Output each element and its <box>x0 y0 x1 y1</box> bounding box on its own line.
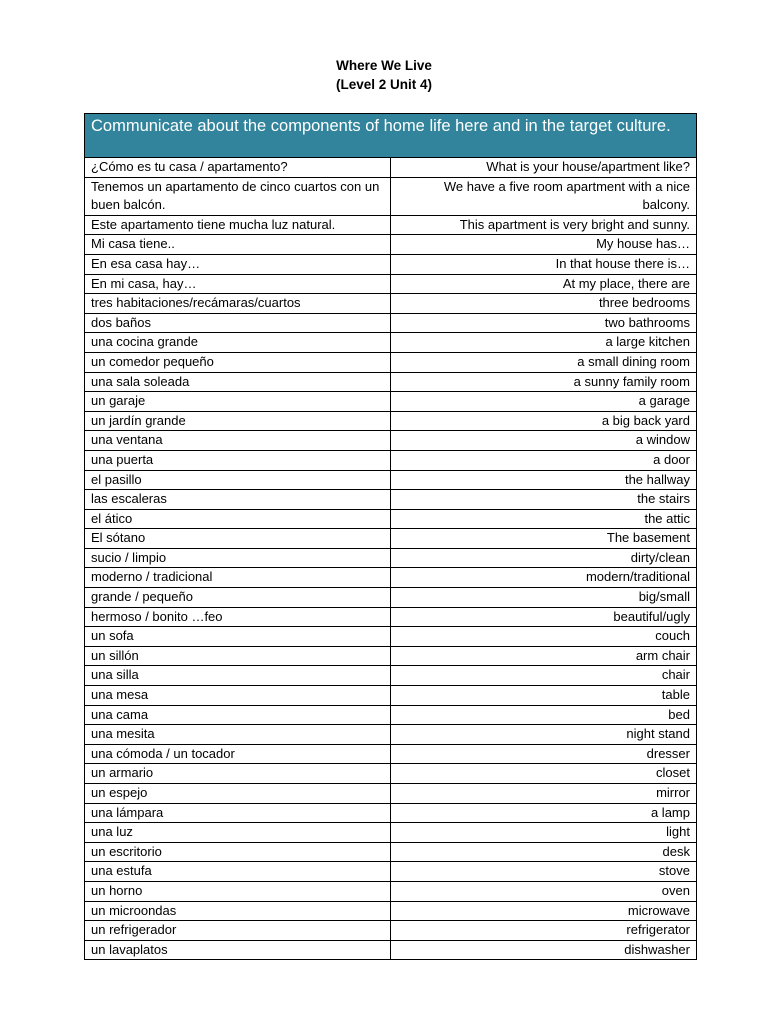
spanish-term: El sótano <box>85 529 391 549</box>
spanish-term: una mesita <box>85 725 391 745</box>
spanish-term: un armario <box>85 764 391 784</box>
table-row <box>85 548 697 568</box>
english-translation: dirty/clean <box>391 548 697 568</box>
table-row <box>85 881 697 901</box>
table-row <box>85 666 697 686</box>
table-row <box>85 254 697 274</box>
table-row <box>85 470 697 490</box>
spanish-term: una estufa <box>85 862 391 882</box>
spanish-term: una puerta <box>85 450 391 470</box>
english-translation: desk <box>391 842 697 862</box>
table-row <box>85 764 697 784</box>
english-translation: a sunny family room <box>391 372 697 392</box>
table-row <box>85 215 697 235</box>
table-row <box>85 490 697 510</box>
english-translation: light <box>391 823 697 843</box>
table-row <box>85 862 697 882</box>
spanish-term: un sofa <box>85 627 391 647</box>
spanish-term: un refrigerador <box>85 921 391 941</box>
spanish-term: ¿Cómo es tu casa / apartamento? <box>85 158 391 178</box>
table-header: Communicate about the components of home life here and in the target culture. <box>85 114 697 158</box>
english-translation: This apartment is very bright and sunny. <box>391 215 697 235</box>
english-translation: a big back yard <box>391 411 697 431</box>
spanish-term: una silla <box>85 666 391 686</box>
spanish-term: sucio / limpio <box>85 548 391 568</box>
english-translation: big/small <box>391 588 697 608</box>
spanish-term: un escritorio <box>85 842 391 862</box>
english-translation: microwave <box>391 901 697 921</box>
table-row <box>85 392 697 412</box>
table-row <box>85 784 697 804</box>
spanish-term: una luz <box>85 823 391 843</box>
spanish-term: un horno <box>85 881 391 901</box>
spanish-term: una ventana <box>85 431 391 451</box>
spanish-term: un comedor pequeño <box>85 352 391 372</box>
spanish-term: dos baños <box>85 313 391 333</box>
table-row <box>85 940 697 960</box>
spanish-term: un garaje <box>85 392 391 412</box>
english-translation: oven <box>391 881 697 901</box>
english-translation: the hallway <box>391 470 697 490</box>
english-translation: We have a five room apartment with a nice balcony. <box>391 177 697 215</box>
english-translation: the attic <box>391 509 697 529</box>
table-row <box>85 235 697 255</box>
spanish-term: una cocina grande <box>85 333 391 353</box>
english-translation: a lamp <box>391 803 697 823</box>
english-translation: refrigerator <box>391 921 697 941</box>
spanish-term: En mi casa, hay… <box>85 274 391 294</box>
table-row <box>85 901 697 921</box>
english-translation: The basement <box>391 529 697 549</box>
title-line-1: Where We Live <box>336 58 432 73</box>
spanish-term: el pasillo <box>85 470 391 490</box>
spanish-term: un jardín grande <box>85 411 391 431</box>
table-row <box>85 372 697 392</box>
spanish-term: Mi casa tiene.. <box>85 235 391 255</box>
english-translation: three bedrooms <box>391 294 697 314</box>
spanish-term: grande / pequeño <box>85 588 391 608</box>
table-row <box>85 588 697 608</box>
table-row <box>85 333 697 353</box>
english-translation: closet <box>391 764 697 784</box>
spanish-term: un sillón <box>85 646 391 666</box>
spanish-term: una cama <box>85 705 391 725</box>
document-title <box>0 56 768 94</box>
table-row <box>85 529 697 549</box>
spanish-term: las escaleras <box>85 490 391 510</box>
english-translation: At my place, there are <box>391 274 697 294</box>
table-row <box>85 177 697 215</box>
table-row <box>85 158 697 178</box>
english-translation: chair <box>391 666 697 686</box>
table-row <box>85 568 697 588</box>
table-row <box>85 313 697 333</box>
english-translation: a window <box>391 431 697 451</box>
spanish-term: una mesa <box>85 686 391 706</box>
table-row <box>85 627 697 647</box>
table-row <box>85 646 697 666</box>
table-header-row <box>85 114 697 158</box>
spanish-term: el ático <box>85 509 391 529</box>
table-row <box>85 431 697 451</box>
table-row <box>85 274 697 294</box>
table-row <box>85 352 697 372</box>
english-translation: a garage <box>391 392 697 412</box>
english-translation: stove <box>391 862 697 882</box>
table-row <box>85 725 697 745</box>
english-translation: a door <box>391 450 697 470</box>
english-translation: bed <box>391 705 697 725</box>
english-translation: couch <box>391 627 697 647</box>
english-translation: dishwasher <box>391 940 697 960</box>
english-translation: table <box>391 686 697 706</box>
table-row <box>85 803 697 823</box>
table-row <box>85 744 697 764</box>
table-row <box>85 921 697 941</box>
spanish-term: un espejo <box>85 784 391 804</box>
table-row <box>85 705 697 725</box>
spanish-term: una lámpara <box>85 803 391 823</box>
english-translation: In that house there is… <box>391 254 697 274</box>
title-line-2: (Level 2 Unit 4) <box>335 77 433 92</box>
table-row <box>85 607 697 627</box>
english-translation: night stand <box>391 725 697 745</box>
vocabulary-table <box>84 113 697 960</box>
english-translation: the stairs <box>391 490 697 510</box>
english-translation: arm chair <box>391 646 697 666</box>
english-translation: mirror <box>391 784 697 804</box>
spanish-term: Tenemos un apartamento de cinco cuartos con un buen balcón. <box>85 177 391 215</box>
english-translation: My house has… <box>391 235 697 255</box>
spanish-term: un lavaplatos <box>85 940 391 960</box>
spanish-term: una sala soleada <box>85 372 391 392</box>
english-translation: two bathrooms <box>391 313 697 333</box>
spanish-term: Este apartamento tiene mucha luz natural. <box>85 215 391 235</box>
table-row <box>85 411 697 431</box>
english-translation: beautiful/ugly <box>391 607 697 627</box>
english-translation: What is your house/apartment like? <box>391 158 697 178</box>
spanish-term: moderno / tradicional <box>85 568 391 588</box>
table-row <box>85 686 697 706</box>
table-row <box>85 823 697 843</box>
table-row <box>85 509 697 529</box>
english-translation: a large kitchen <box>391 333 697 353</box>
english-translation: a small dining room <box>391 352 697 372</box>
spanish-term: hermoso / bonito …feo <box>85 607 391 627</box>
spanish-term: una cómoda / un tocador <box>85 744 391 764</box>
spanish-term: En esa casa hay… <box>85 254 391 274</box>
english-translation: modern/traditional <box>391 568 697 588</box>
english-translation: dresser <box>391 744 697 764</box>
spanish-term: un microondas <box>85 901 391 921</box>
table-row <box>85 450 697 470</box>
table-row <box>85 294 697 314</box>
table-row <box>85 842 697 862</box>
spanish-term: tres habitaciones/recámaras/cuartos <box>85 294 391 314</box>
